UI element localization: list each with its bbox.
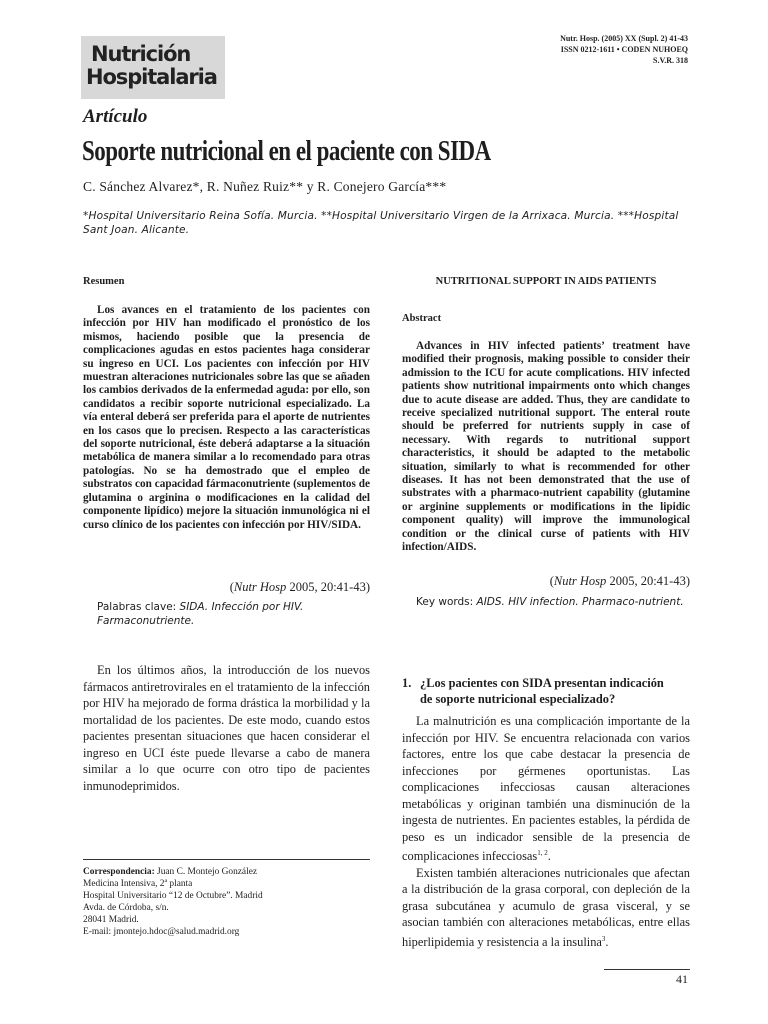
correspondence-rule — [83, 859, 370, 860]
abstract-keywords-label: Key words: — [416, 596, 477, 608]
section-1-para1-ref: 1, 2 — [537, 849, 548, 857]
resumen-keywords — [83, 600, 370, 628]
page-number: 41 — [676, 972, 688, 986]
correspondence-line-3: Hospital Universitario “12 de Octubre”. Madrid — [83, 891, 263, 901]
journal-svr: S.V.R. 318 — [653, 56, 688, 65]
resumen-citation-rest: 2005, 20:41-43) — [286, 580, 370, 594]
section-1-number: 1. — [402, 676, 412, 690]
intro-section — [83, 662, 370, 794]
section-1-body — [402, 713, 690, 950]
affiliations: *Hospital Universitario Reina Sofía. Murcia. **Hospital Universitario Virgen de la Arrixaca. Murcia. ***Hospital Sant Joan. Alicante. — [83, 210, 679, 236]
abstract-text: Advances in HIV infected patients’ treatment have modified their prognosis, making possible to consider their admission to the ICU for acute complications. HIV infected patients show nutritional impairments onto which changes due to acute disease are added. Thus, they are candidate to receive specialized nutritional support. The enteral route should be preferred for nutrients supply in case of necessary. With regards to nutritional support characteristics, it should be adapted to the metabolic situation, similarly to what is recommended for other diseases. It has not been demonstrated that the use of substrates with a pharmaco-nutrient capability (glutamine or arginine supplements or modifications in the lipidic component quality) will improve the immunological condition or the clinical curse of patients with HIV infection/AIDS. — [402, 340, 690, 554]
abstract-citation: (Nutr Hosp 2005, 20:41-43) — [549, 574, 690, 588]
abstract-body — [402, 340, 690, 555]
abstract-keywords-values: AIDS. HIV infection. Pharmaco-nutrient. — [476, 596, 684, 608]
section-1-para2-ref: 3 — [601, 934, 606, 943]
correspondence — [83, 866, 370, 938]
resumen-citation-journal: Nutr Hosp — [233, 580, 287, 594]
correspondence-line-5: 28041 Madrid. — [83, 915, 139, 925]
journal-citation: Nutr. Hosp. (2005) XX (Supl. 2) 41-43 — [560, 34, 688, 43]
section-1-para2-text: Existen también alteraciones nutricionales que afectan a la distribución de la grasa corporal, con depleción de la grasa subcutánea y acumulo de grasa visceral, y se asocian también con alteraciones metabólicas, entre ellas hiperlipidemia y resistencia a la insulina — [402, 865, 690, 949]
resumen-keywords-label: Palabras clave: — [97, 601, 180, 613]
journal-logo — [81, 36, 225, 99]
section-1-heading-line1: ¿Los pacientes con SIDA presentan indicación — [420, 676, 664, 690]
resumen-heading: Resumen — [83, 276, 125, 287]
correspondence-name: Juan C. Montejo González — [154, 867, 258, 877]
correspondence-label: Correspondencia: — [83, 867, 155, 877]
article-type: Artículo — [83, 106, 148, 127]
intro-paragraph: En los últimos años, la introducción de los nuevos fármacos antiretrovirales en el tratamiento de la infección por HIV ha mejorado de forma drástica la morbilidad y la mortalidad de los pacientes. De este modo, cuando estos pacientes presentan situaciones que hacen considerar el ingreso en UCI éste puede llevarse a cabo de manera similar a lo que ocurre con otro tipo de pacientes inmunodeprimidos. — [83, 663, 370, 793]
section-1-heading-line2: de soporte nutricional especializado? — [420, 692, 616, 706]
resumen-citation: (Nutr Hosp 2005, 20:41-43) — [229, 580, 370, 594]
section-1-heading — [402, 675, 690, 707]
abstract-heading: Abstract — [402, 313, 442, 324]
correspondence-email: E-mail: jmontejo.hdoc@salud.madrid.org — [83, 927, 240, 937]
abstract-keywords — [402, 595, 690, 609]
section-1-paragraph-1 — [402, 713, 690, 865]
correspondence-line-1 — [83, 866, 370, 878]
section-1-paragraph-2 — [402, 865, 690, 951]
section-1-para1-text: La malnutrición es una complicación importante de la infección por HIV. Se encuentra relacionada con varios factores, entre los que cabe destacar la presencia de infecciones por gérmenes oportunistas. Las complicaciones infecciosas causan alteraciones metabólicas y originan también una disminución de la ingesta de nutrientes. En pacientes estables, la pérdida de peso es un indicador sensible de la presencia de complicaciones infecciosas — [402, 714, 690, 864]
authors: C. Sánchez Alvarez*, R. Nuñez Ruiz** y R. Conejero García*** — [83, 179, 447, 194]
resumen-section — [83, 276, 370, 287]
resumen-text: Los avances en el tratamiento de los pacientes con infección por HIV han modificado el pronóstico de los mismos, haciendo posible que la presencia de complicaciones agudas en estos pacientes haga considerar su ingreso en UCI. Los pacientes con infección por HIV muestran alteraciones nutricionales sobre las que se añaden los cambios derivados de la enfermedad aguda: por ello, son candidatos a recibir soporte nutricional especializado. La vía enteral deberá ser preferida para el aporte de nutrientes en los casos que lo precisen. Respecto a las características del soporte nutricional, éste deberá adaptarse a la situación metabólica de manera similar a lo recomendado para otras patologías. No se ha demostrado que el empleo de substratos con capacidad fármaconutriente (suplementos de glutamina o arginina o modificaciones en la calidad del componente lipídico) mejore la situación inmunológica ni el curso clínico de los pacientes con infección por HIV/SIDA. — [83, 304, 370, 531]
correspondence-line-2: Medicina Intensiva, 2ª planta — [83, 879, 193, 889]
article-title: Soporte nutricional en el paciente con SIDA — [82, 136, 491, 167]
logo-line-2: Hospitalaria — [86, 65, 217, 89]
english-title-wrap — [402, 276, 690, 287]
english-title: NUTRITIONAL SUPPORT IN AIDS PATIENTS — [435, 276, 657, 287]
footer-rule — [604, 969, 690, 970]
journal-meta — [448, 33, 688, 66]
section-1-para1-end: . — [547, 849, 551, 864]
correspondence-line-4: Avda. de Córdoba, s/n. — [83, 903, 169, 913]
abstract-section — [402, 313, 690, 324]
abstract-citation-rest: 2005, 20:41-43) — [606, 574, 690, 588]
resumen-keywords-values: SIDA. Infección por HIV. Farmaconutriente. — [97, 601, 304, 627]
journal-issn: ISSN 0212-1611 • CODEN NUHOEQ — [560, 45, 688, 54]
abstract-citation-journal: Nutr Hosp — [553, 574, 607, 588]
resumen-body — [83, 304, 370, 532]
section-1-para2-end: . — [605, 934, 609, 949]
logo-line-1: Nutrición — [91, 42, 191, 66]
